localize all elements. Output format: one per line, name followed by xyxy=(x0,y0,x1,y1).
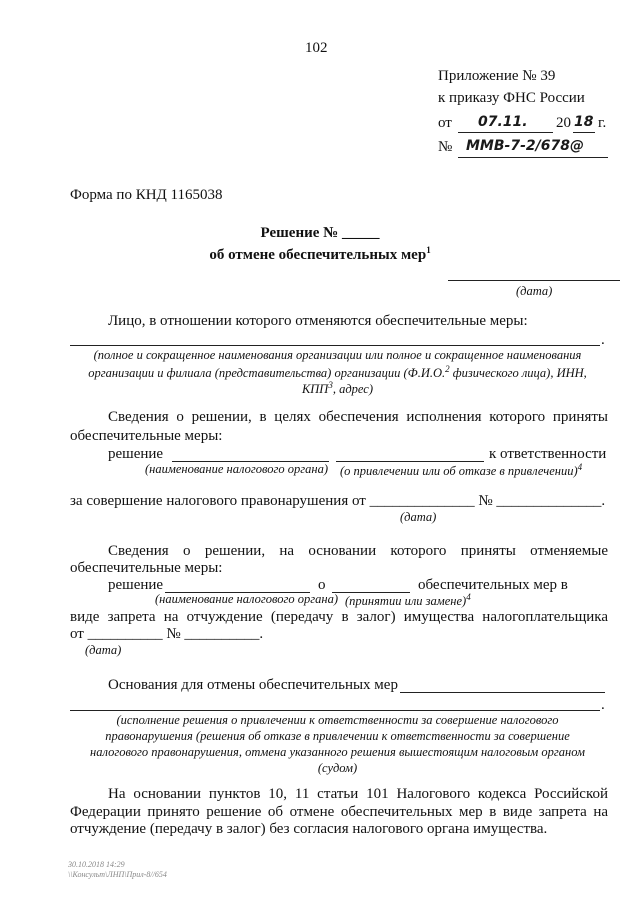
cancelled-info-line4: от __________ № __________. xyxy=(70,626,264,642)
person-label: Лицо, в отношении которого отменяются обеспечительные меры: xyxy=(108,313,528,329)
decision-subtitle: об отмене обеспечительных мер$^1$ xyxy=(209,245,431,263)
o-word: о xyxy=(318,577,326,593)
tax-authority-hint: (наименование налогового органа) xyxy=(145,462,328,476)
offense-date-caption: (дата) xyxy=(400,510,437,524)
conclusion-line1: На основании пунктов 10, 11 статьи 101 Налогового кодекса Российской xyxy=(108,786,608,802)
decision-info-line1: Сведения о решении, в целях обеспечения исполнения которого приняты xyxy=(108,409,608,425)
form-code: Форма по КНД 1165038 xyxy=(70,187,223,203)
number-prefix: № xyxy=(438,139,453,155)
date-year-prefix: 20 xyxy=(556,115,571,131)
grounds-hint-2: правонарушения (решения об отказе в привлечении к ответственности за совершение xyxy=(105,729,570,743)
page-number: 102 xyxy=(305,40,328,56)
order-date-handwritten: 07.11. xyxy=(478,114,528,130)
order-label: к приказу ФНС России xyxy=(438,90,585,106)
cancelled-info-line2: обеспечительные меры: xyxy=(70,560,223,576)
appendix-label: Приложение № 39 xyxy=(438,68,556,84)
decision-info-line2: обеспечительные меры: xyxy=(70,428,223,444)
cancelled-info-line3: виде запрета на отчуждение (передачу в залог) имущества налогоплательщика xyxy=(70,609,608,625)
conclusion-line2: Федерации принято решение об отмене обеспечительных мер в виде запрета на xyxy=(70,804,608,820)
cancelled-info-line1: Сведения о решении, на основании которого приняты отменяемые xyxy=(108,543,608,559)
cancelled-tax-authority-hint: (наименование налогового органа) xyxy=(155,592,338,606)
date-caption: (дата) xyxy=(516,284,553,298)
cancelled-decision-word: решение xyxy=(108,577,164,593)
grounds-hint-3: налогового правонарушения, отмена указанного решения вышестоящим налоговым органом xyxy=(90,745,585,759)
cancelled-date-caption: (дата) xyxy=(85,643,122,657)
decision-word: решение xyxy=(108,446,164,462)
date-suffix: г. xyxy=(598,115,607,131)
grounds-label: Основания для отмены обеспечительных мер xyxy=(108,677,398,693)
grounds-hint-4: (судом) xyxy=(317,761,358,775)
responsibility-label: к ответственности xyxy=(489,446,607,462)
person-hint-2: организации и филиала (представительства) организации (Ф.И.О.$^2$ физического лица), ИНН, xyxy=(88,364,587,381)
measures-label: обеспечительных мер в xyxy=(418,577,568,593)
adoption-hint: (принятии или замене)$^4$ xyxy=(345,592,471,609)
involvement-hint: (о привлечении или об отказе в привлечении)$^4$ xyxy=(340,462,583,479)
person-hint-3: КПП$^3$, адрес) xyxy=(301,380,374,397)
order-number-handwritten: ММВ-7-2/678@ xyxy=(466,138,584,154)
date-prefix: от xyxy=(438,115,452,131)
footer-timestamp: 30.10.2018 14:29 xyxy=(68,860,125,869)
decision-title: Решение № _____ xyxy=(260,225,380,241)
order-year-handwritten: 18 xyxy=(574,114,594,130)
grounds-hint-1: (исполнение решения о привлечении к ответственности за совершение налогового xyxy=(116,713,559,727)
footer-path: \\Консульт\ЛНП\Прил-8//654 xyxy=(68,870,167,879)
offense-line: за совершение налогового правонарушения от ______________ № ______________. xyxy=(70,493,606,509)
conclusion-line3: отчуждение (передачу в залог) без согласия налогового органа имущества. xyxy=(70,821,548,837)
person-hint-1: (полное и сокращенное наименования организации или полное и сокращенное наименования xyxy=(93,348,582,362)
